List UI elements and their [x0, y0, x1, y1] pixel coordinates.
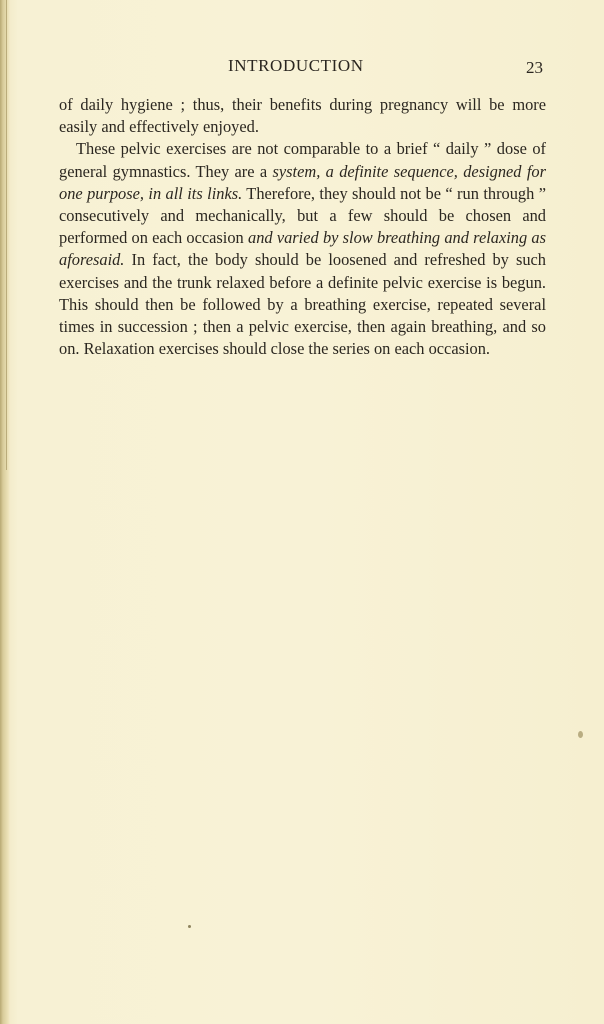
running-head: INTRODUCTION [228, 56, 364, 75]
italic-segment: system, a definite sequence, designed for one purpose, in all its links. [59, 161, 546, 203]
paragraph-2 [59, 138, 546, 360]
paragraph-1 [59, 94, 546, 138]
text-segment: These pelvic exercises are not comparable to a brief “ daily ” dose of general gymnastics. They are a [59, 139, 546, 181]
page-number: 23 [526, 58, 543, 77]
binding-edge [0, 0, 10, 1024]
paper-speck [188, 925, 191, 928]
italic-segment: and varied by slow breathing and relaxing as aforesaid. [59, 228, 546, 270]
text-segment: of daily hygiene ; thus, their benefits during pregnancy will be more easily and effectively enjoyed. [59, 95, 546, 137]
page-header [0, 56, 604, 78]
text-segment: In fact, the body should be loosened and refreshed by such exercises and the trunk relaxed before a definite pelvic exercise is begun. This should then be followed by a breathing exercise, repeated several times in succession ; then a pelvic exercise, then again breathing, and so on. Relaxation exercises should close the series on each occasion. [59, 250, 546, 359]
text-segment: Therefore, they should not be “ run through ” consecutively and mechanically, but a few should be chosen and performed on each occasion [59, 183, 546, 248]
body-text [59, 94, 546, 360]
paper-speck [578, 731, 583, 738]
